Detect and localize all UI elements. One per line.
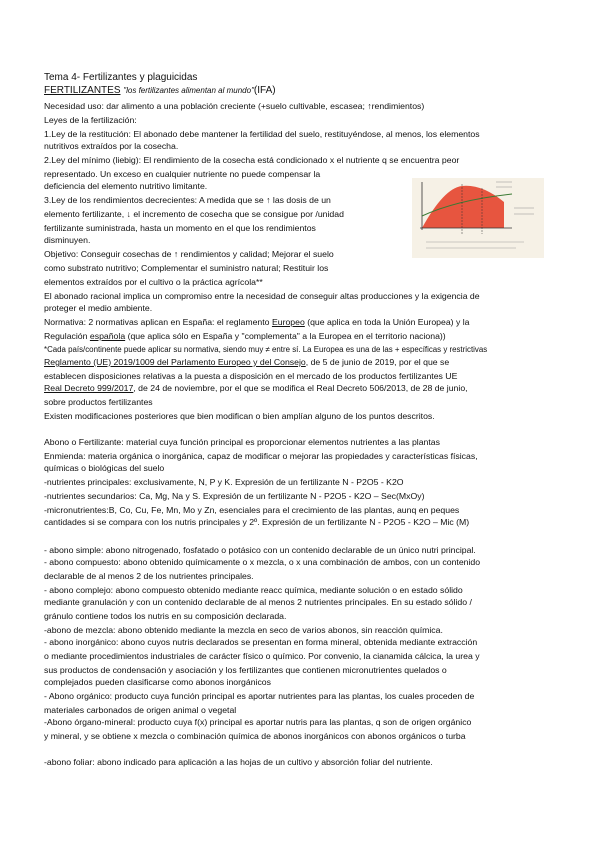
text-line: elemento fertilizante, ↓ el incremento de cosecha que se consigue por /unidad bbox=[44, 209, 344, 219]
text-line: 2.Ley del mínimo (liebig): El rendimiento de la cosecha está condicionado x el nutriente q se encuentra peor bbox=[44, 155, 460, 165]
text-line: -abono de mezcla: abono obtenido mediante la mezcla en seco de varios abonos, sin reacción química. bbox=[44, 625, 443, 635]
text-line: químicas o biológicas del suelo bbox=[44, 463, 165, 473]
seg: Regulación bbox=[44, 331, 90, 341]
text-line: -nutrientes secundarios: Ca, Mg, Na y S. Expresión de un fertilizante N - P2O5 - K2O – Sec(MxOy) bbox=[44, 491, 425, 501]
text-line: *Cada país/continente puede aplicar su normativa, siendo muy ≠ entre sí. La Europea es una de las + específicas y restrictivas bbox=[44, 345, 488, 354]
heading-quote: "los fertilizantes alimentan al mundo" bbox=[123, 86, 254, 95]
seg: (que aplica en toda la Unión Europea) y la bbox=[304, 317, 470, 327]
text-line bbox=[44, 316, 469, 328]
text-line: Abono o Fertilizante: material cuya función principal es proporcionar elementos nutrientes a las plantas bbox=[44, 437, 440, 447]
text-line: 3.Ley de los rendimientos decrecientes: A medida que se ↑ las dosis de un bbox=[44, 195, 331, 205]
text-line: cantidades si se compara con los nutris principales y 2º. Expresión de un fertilizante N - P2O5 - K2O – Mic (M) bbox=[44, 517, 470, 527]
text-line: - Abono orgánico: producto cuya función principal es aportar nutrientes para las plantas, los cuales proceden de bbox=[44, 691, 475, 701]
text-line: - abono simple: abono nitrogenado, fosfatado o potásico con un contenido declarable de un único nutri principal. bbox=[44, 545, 476, 555]
text-line: mediante granulación y con un contenido declarable de al menos 2 nutrientes principales. En su estado sólido / bbox=[44, 597, 472, 607]
text-line: -nutrientes principales: exclusivamente, N, P y K. Expresión de un fertilizante N - P2O5 - K2O bbox=[44, 477, 404, 487]
text-line: 1.Ley de la restitución: El abonado debe mantener la fertilidad del suelo, restituyéndose, al menos, los elementos bbox=[44, 129, 480, 139]
text-line: Existen modificaciones posteriores que bien modifican o bien amplían alguno de los puntos descritos. bbox=[44, 411, 435, 421]
text-line: - abono complejo: abono compuesto obtenido mediante reacc química, mediante solución o en estado sólido bbox=[44, 585, 463, 595]
text-line: sus productos de condensación y asociación y los fertilizantes que contienen micronutrientes quelados o bbox=[44, 665, 447, 675]
text-line: Necesidad uso: dar alimento a una población creciente (+suelo cultivable, escasea; ↑rendimientos) bbox=[44, 101, 425, 111]
seg-underlined: española bbox=[89, 331, 126, 341]
text-line: complejados pueden clasificarse como abonos inorgánicos bbox=[44, 677, 271, 687]
seg: (que aplica sólo en España y "complementa" a la Europea en el territorio naciona)) bbox=[125, 331, 446, 341]
text-line: Objetivo: Conseguir cosechas de ↑ rendimientos y calidad; Mejorar el suelo bbox=[44, 249, 334, 259]
text-line: - abono compuesto: abono obtenido químicamente o x mezcla, o x una combinación de ambos, con un contenido bbox=[44, 557, 481, 567]
text-line: como substrato nutritivo; Complementar el suministro natural; Restituir los bbox=[44, 263, 329, 273]
text-line: declarable de al menos 2 de los nutrientes principales. bbox=[44, 571, 254, 581]
text-line: elementos extraídos por el cultivo o la práctica agrícola** bbox=[44, 277, 263, 287]
text-line: Enmienda: materia orgánica o inorgánica, capaz de modificar o mejorar las propiedades y características físicas, bbox=[44, 451, 478, 461]
text-line: disminuyen. bbox=[44, 235, 91, 245]
yield-curve-figure bbox=[412, 178, 544, 258]
text-line: materiales carbonados de origen animal o vegetal bbox=[44, 705, 237, 715]
text-line bbox=[44, 330, 446, 342]
heading-label: FERTILIZANTES bbox=[44, 85, 121, 96]
text-line: proteger el medio ambiente. bbox=[44, 303, 153, 313]
text-line: Leyes de la fertilización: bbox=[44, 115, 137, 125]
text-line: El abonado racional implica un compromiso entre la necesidad de conseguir altas producciones y la exigencia de bbox=[44, 291, 480, 301]
text-line: sobre productos fertilizantes bbox=[44, 397, 153, 407]
seg-underlined: Real Decreto 999/2017 bbox=[44, 383, 134, 393]
seg: Normativa: 2 normativas aplican en España: el reglamento bbox=[44, 317, 272, 327]
seg-underlined: Reglamento (UE) 2019/1009 del Parlamento Europeo y del Consejo bbox=[44, 357, 306, 367]
text-line bbox=[44, 382, 468, 394]
text-line: -micronutrientes:B, Co, Cu, Fe, Mn, Mo y Zn, esenciales para el crecimiento de las plantas, aunq en peques bbox=[44, 505, 460, 515]
text-line: o mediante procedimientos industriales de carácter físico o químico. Por convenio, la cianamida cálcica, la urea y bbox=[44, 651, 480, 661]
seg: , de 5 de junio de 2019, por el que se bbox=[305, 357, 450, 367]
doc-title: Tema 4- Fertilizantes y plaguicidas bbox=[44, 72, 198, 83]
text-line: nutritivos extraídos por la cosecha. bbox=[44, 141, 179, 151]
text-line: -Abono órgano-mineral: producto cuya f(x) principal es aportar nutris para las plantas, q son de origen orgánico bbox=[44, 717, 472, 727]
text-line: -abono foliar: abono indicado para aplicación a las hojas de un cultivo y absorción foliar del nutriente. bbox=[44, 757, 433, 767]
text-line: y mineral, y se obtiene x mezcla o combinación química de abonos inorgánicos con abonos orgánicos o turba bbox=[44, 731, 466, 741]
text-line: gránulo contiene todos los nutris en su composición declarada. bbox=[44, 611, 287, 621]
heading-suffix: (IFA) bbox=[253, 85, 276, 96]
fertilizantes-heading bbox=[44, 85, 276, 97]
text-line: representado. Un exceso en cualquier nutriente no puede compensar la bbox=[44, 169, 321, 179]
text-line bbox=[44, 356, 449, 368]
text-line: establecen disposiciones relativas a la puesta a disposición en el mercado de los productos fertilizantes UE bbox=[44, 371, 458, 381]
seg: , de 24 de noviembre, por el que se modifica el Real Decreto 506/2013, de 28 de junio, bbox=[133, 383, 468, 393]
text-line: - abono inorgánico: abono cuyos nutris declarados se presentan en forma mineral, obtenida mediante extracción bbox=[44, 637, 478, 647]
seg-underlined: Europeo bbox=[271, 317, 305, 327]
text-line: deficiencia del elemento nutritivo limitante. bbox=[44, 181, 208, 191]
text-line: fertilizante suministrada, hasta un momento en el que los rendimientos bbox=[44, 223, 316, 233]
